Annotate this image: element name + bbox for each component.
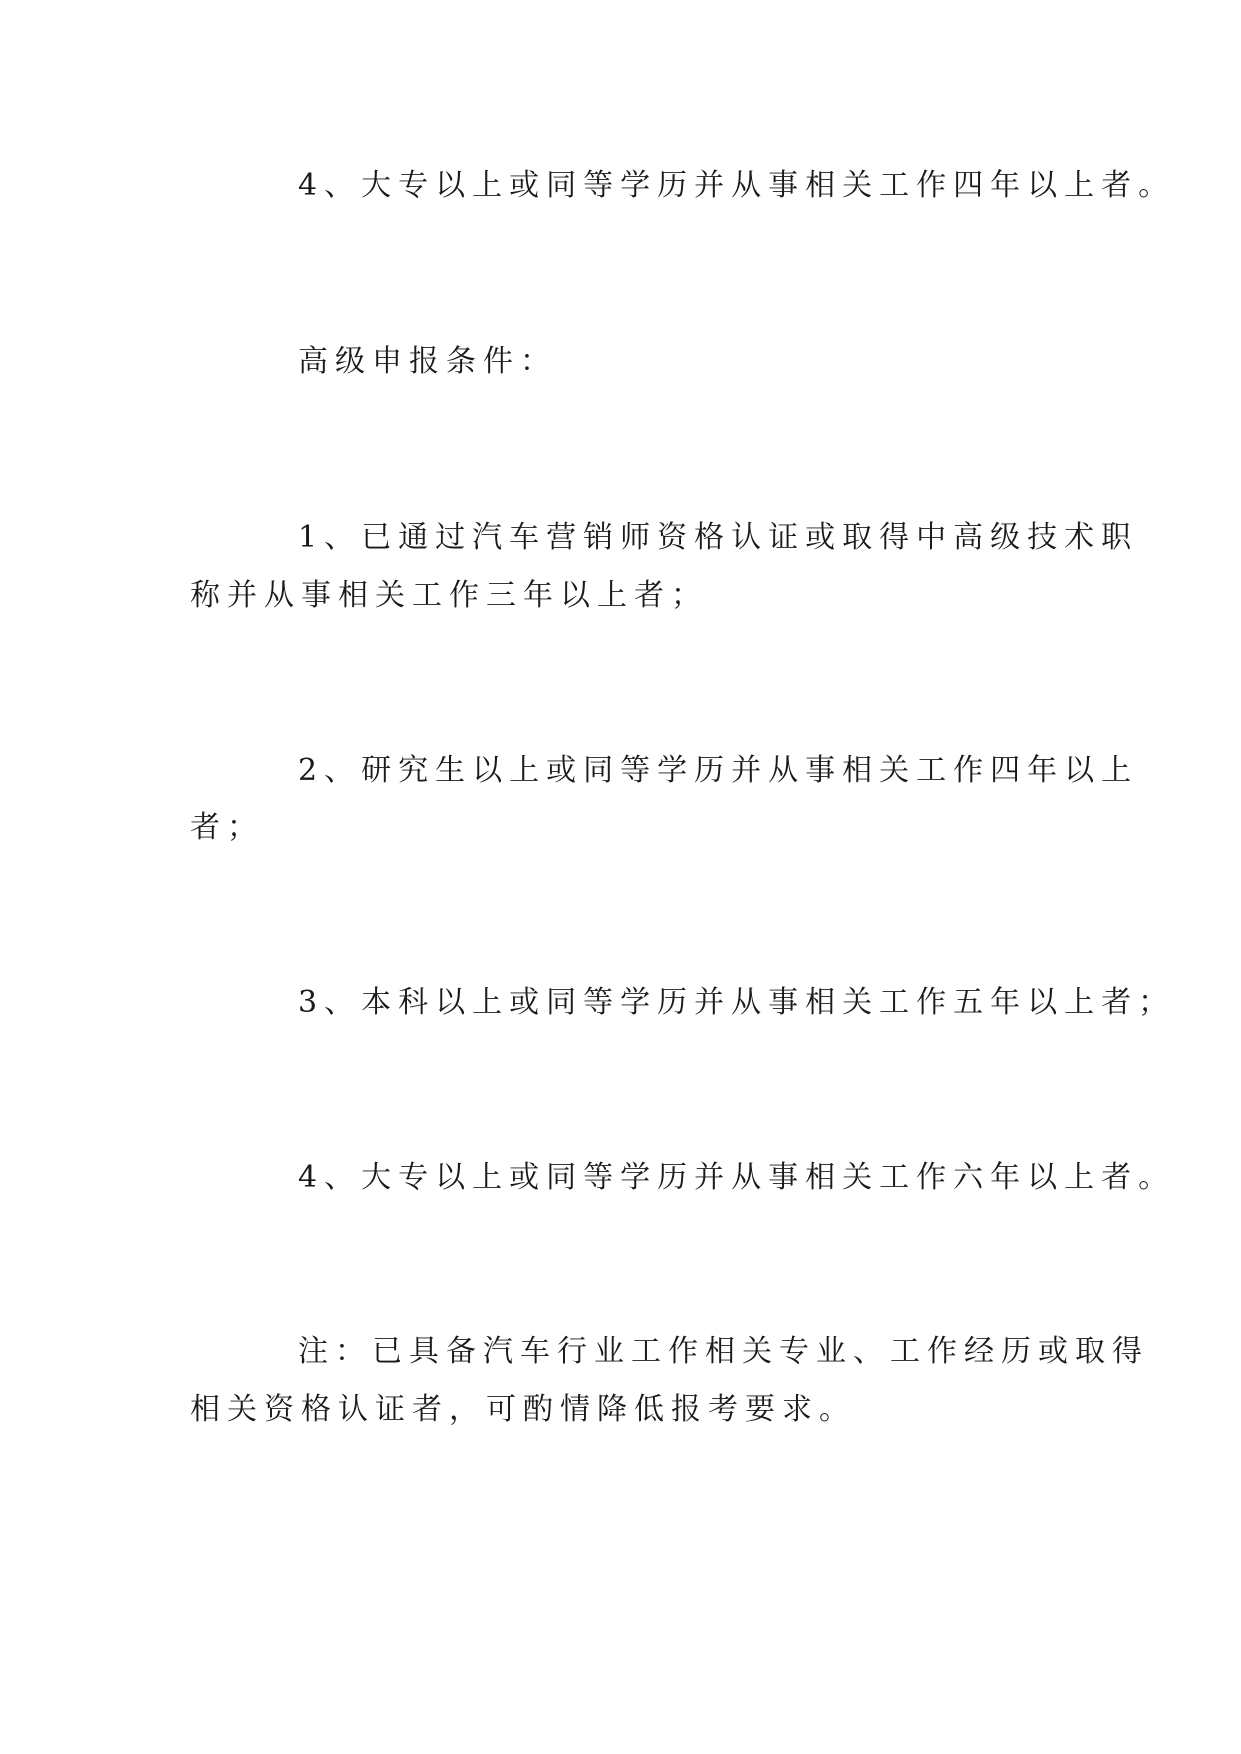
section-heading-senior: 高级申报条件： <box>298 344 557 379</box>
note-paragraph-line-2: 相关资格认证者，可酌情降低报考要求。 <box>190 1392 856 1427</box>
paragraph-senior-item-2-line-1: 2、研究生以上或同等学历并从事相关工作四年以上 <box>298 753 1139 788</box>
paragraph-senior-item-1-line-2: 称并从事相关工作三年以上者； <box>190 578 708 613</box>
note-paragraph-line-1: 注：已具备汽车行业工作相关专业、工作经历或取得 <box>298 1334 1149 1369</box>
paragraph-senior-item-3: 3、本科以上或同等学历并从事相关工作五年以上者； <box>298 985 1176 1020</box>
paragraph-senior-item-4: 4、大专以上或同等学历并从事相关工作六年以上者。 <box>298 1160 1176 1195</box>
paragraph-senior-item-1-line-1: 1、已通过汽车营销师资格认证或取得中高级技术职 <box>298 520 1139 555</box>
paragraph-intermediate-item-4: 4、大专以上或同等学历并从事相关工作四年以上者。 <box>298 168 1176 203</box>
paragraph-senior-item-2-line-2: 者； <box>190 810 264 845</box>
